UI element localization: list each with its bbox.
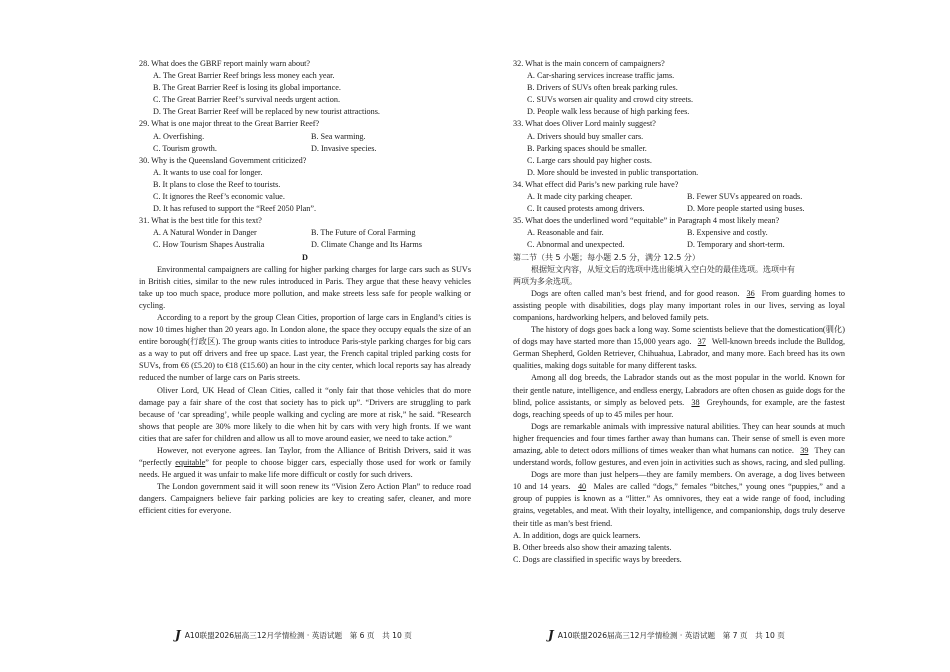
left-column <box>139 58 471 518</box>
question-30-option-d: D. It has refused to support the “Reef 2050 Plan”. <box>153 204 317 214</box>
question-35-stem: 35. What does the underlined word “equitable” in Paragraph 4 most likely mean? <box>513 216 780 226</box>
question-29-option-c: C. Tourism growth. <box>153 143 217 153</box>
section-2-heading: 第二节（共 5 小题；每小题 2.5 分，满分 12.5 分） <box>513 252 700 262</box>
question-28-option-c: C. The Great Barrier Reef’s survival needs urgent action. <box>153 95 341 105</box>
cloze-paragraph-3 <box>513 372 845 420</box>
cloze-paragraph-1 <box>513 288 845 324</box>
question-34-option-c: C. It caused protests among drivers. <box>527 204 645 214</box>
blank-39[interactable]: 39 <box>800 446 809 455</box>
question-34-option-a: A. It made city parking cheaper. <box>527 192 633 202</box>
footer-right-text: A10联盟2026届高三12月学情检测 · 英语试题 第 7 页 共 10 页 <box>557 630 785 640</box>
question-28-option-a: A. The Great Barrier Reef brings less money each year. <box>153 71 335 81</box>
cloze-p2-before: The history of dogs goes back a long way. Some scientists believe that the domestication(驯化) of dogs may have started more than 15,000 years ago. <box>513 325 845 347</box>
footer-left <box>175 628 412 642</box>
question-35-option-c: C. Abnormal and unexpected. <box>527 240 625 250</box>
question-29-stem: 29. What is one major threat to the Great Barrier Reef? <box>139 119 320 129</box>
cloze-p1-after: From guarding homes to assisting people with disabilities, dogs play many important roles in our lives, serving as loyal companions, hardworking helpers, and beloved family pets. <box>513 288 845 322</box>
section-2-instruction-line-2: 两项为多余选项。 <box>513 276 577 286</box>
paragraph-4-text-after: ” for people to choose bigger cars, especially those used for work or family needs. He argued it was unfair to make life more difficult or costly for such drivers. <box>139 458 472 480</box>
cloze-p4-before: Dogs are remarkable animals with impressive natural abilities. They can hear sounds at much higher frequencies and four times farther away than humans can. Their sense of smell is even more amazing, able to detect odors millions of times weaker than what humans can notice. <box>513 421 845 455</box>
cloze-p5-after: Males are called “dogs,” females “bitches,” young ones “puppies,” and a group of puppies is known as a “litter.” As omnivores, they eat a wide range of food, including grains, vegetables, and meat. With their loyalty, intelligence, and companionship, dogs truly deserve their title as man’s best friend. <box>513 482 846 528</box>
question-32-stem: 32. What is the main concern of campaigners? <box>513 59 665 68</box>
question-32-option-b: B. Drivers of SUVs often break parking rules. <box>527 83 678 93</box>
cloze-p5-before: Dogs are more than just helpers—they are family members. On average, a dog lives between 10 and 14 years. <box>513 470 845 492</box>
question-34-stem: 34. What effect did Paris’s new parking rule have? <box>513 179 679 189</box>
footer-right <box>548 628 785 642</box>
blank-36[interactable]: 36 <box>746 288 755 298</box>
question-29-option-d: D. Invasive species. <box>311 143 377 153</box>
question-32-option-d: D. People walk less because of high parking fees. <box>527 107 690 117</box>
cloze-p3-after: Greyhounds, for example, are the fastest dogs, reaching speeds of up to 45 miles per hour. <box>513 397 846 419</box>
cloze-p2-after: Well-known breeds include the Bulldog, German Shepherd, Golden Retriever, Chihuahua, Labrador, and many more. Each breed has its own qualities, making dogs suitable for many different tasks. <box>513 337 846 371</box>
question-30-option-b: B. It plans to close the Reef to tourists. <box>153 179 281 189</box>
question-35-option-b: B. Expensive and costly. <box>687 228 768 238</box>
question-31-option-b: B. The Future of Coral Farming <box>311 228 416 238</box>
passage-d-label: D <box>302 252 308 262</box>
question-31-options-row-1 <box>153 227 471 239</box>
question-29-option-b: B. Sea warming. <box>311 131 366 141</box>
question-33-option-a: A. Drivers should buy smaller cars. <box>527 131 644 141</box>
right-column <box>513 58 845 566</box>
blank-40[interactable]: 40 <box>577 482 587 492</box>
cloze-paragraph-2 <box>513 324 845 372</box>
question-34-options-row-2 <box>527 203 845 215</box>
question-31-option-c: C. How Tourism Shapes Australia <box>153 240 265 250</box>
footer-left-text: A10联盟2026届高三12月学情检测 · 英语试题 第 6 页 共 10 页 <box>184 630 412 640</box>
question-31-stem: 31. What is the best title for this text? <box>139 216 262 226</box>
question-31-option-a: A. A Natural Wonder in Danger <box>153 228 257 238</box>
question-28-option-b: B. The Great Barrier Reef is losing its global importance. <box>153 83 341 93</box>
publisher-logo-icon: J <box>548 628 554 642</box>
question-33-option-b: B. Parking spaces should be smaller. <box>527 143 647 153</box>
question-34-option-b: B. Fewer SUVs appeared on roads. <box>687 192 803 202</box>
question-29-options-row-1 <box>153 131 471 143</box>
cloze-p4-after: They can understand words, follow gestures, and even join in activities such as shows, racing, and sled pulling. <box>513 446 845 468</box>
cloze-p1-before: Dogs are often called man’s best friend, and for good reason. <box>531 288 740 298</box>
question-35-option-a: A. Reasonable and fair. <box>527 228 604 238</box>
question-34-option-d: D. More people started using buses. <box>687 204 805 214</box>
question-35-options-row-1 <box>527 227 845 239</box>
choice-c: C. Dogs are classified in specific ways by breeders. <box>513 554 682 564</box>
passage-d-paragraph-5: The London government said it will soon renew its “Vision Zero Action Plan” to reduce road dangers. Campaigners believe fair parking policies are key to creating safer, cleaner, and more efficient cities for everyone. <box>139 482 471 516</box>
blank-37[interactable]: 37 <box>697 337 706 347</box>
question-31-option-d: D. Climate Change and Its Harms <box>311 240 422 250</box>
passage-d-paragraph-3: Oliver Lord, UK Head of Clean Cities, called it “only fair that those vehicles that do more damage pay a fair share of the cost that society has to pick up”. “Drivers are struggling to park because of ‘car spreading’, while people walking and cycling are more at risk,” he said. “Research shows that people are 30% more likely to die when hit by cars with very high fronts. If we want cities that are safer for children and allow us all to move around easier, we need to take action.” <box>139 385 471 443</box>
question-28-option-d: D. The Great Barrier Reef will be replaced by new tourist attractions. <box>153 107 380 117</box>
cloze-paragraph-5 <box>513 469 845 529</box>
choice-a: A. In addition, dogs are quick learners. <box>513 530 641 540</box>
question-32-option-a: A. Car-sharing services increase traffic jams. <box>527 71 675 81</box>
publisher-logo-icon: J <box>175 628 181 642</box>
choice-b: B. Other breeds also show their amazing talents. <box>513 542 672 552</box>
passage-d-paragraph-1: Environmental campaigners are calling for higher parking charges for large cars such as SUVs in British cities, similar to the new rules introduced in Paris. They argue that these heavy vehicles take up too much space, produce more pollution, and make streets less safe for people walking or cycling. <box>139 264 471 310</box>
passage-d-paragraph-2: According to a report by the group Clean Cities, proportion of large cars in England’s cities is now 10 times higher than 20 years ago. In London alone, the space they occupy equals the size of an entire borough(行政区). The group wants cities to introduce Paris-style parking charges for big cars as a way to put off drivers and free up space. Last year, the French capital tripled parking costs for SUVs, from €6 (£5.20) to €18 (£15.60) an hour in the city center, which local reports say has already reduced the number of large cars on Paris streets. <box>139 312 471 383</box>
question-30-option-c: C. It ignores the Reef’s economic value. <box>153 192 285 202</box>
question-32-option-c: C. SUVs worsen air quality and crowd city streets. <box>527 95 693 105</box>
question-30-stem: 30. Why is the Queensland Government criticized? <box>139 155 307 165</box>
question-33-stem: 33. What does Oliver Lord mainly suggest? <box>513 119 656 129</box>
paragraph-4-text-before: However, not everyone agrees. Ian Taylor, from the Alliance of British Drivers, said it was “perfectly <box>139 446 471 468</box>
underlined-word-equitable: equitable <box>175 458 206 468</box>
question-33-option-c: C. Large cars should pay higher costs. <box>527 155 652 165</box>
question-30-option-a: A. It wants to use coal for longer. <box>153 167 263 177</box>
section-2-instruction-line-1: 根据短文内容，从短文后的选项中选出能填入空白处的最佳选项。选项中有 <box>531 264 795 274</box>
question-31-options-row-2 <box>153 239 471 251</box>
question-29-options-row-2 <box>153 143 471 155</box>
question-29-option-a: A. Overfishing. <box>153 131 205 141</box>
cloze-paragraph-4 <box>513 421 845 469</box>
question-34-options-row-1 <box>527 191 845 203</box>
question-35-options-row-2 <box>527 239 845 251</box>
question-33-option-d: D. More should be invested in public transportation. <box>527 167 699 177</box>
blank-38[interactable]: 38 <box>691 397 700 407</box>
question-35-option-d: D. Temporary and short-term. <box>687 240 785 250</box>
passage-d-paragraph-4 <box>139 445 471 481</box>
cloze-p3-before: Among all dog breeds, the Labrador stands out as the most popular in the world. Known for their gentle nature, intelligence, and endless energy, Labradors are often chosen as guide dogs for the blind, police assistants, or simply as beloved pets. <box>513 373 845 407</box>
question-28-stem: 28. What does the GBRF report mainly warn about? <box>139 59 311 68</box>
